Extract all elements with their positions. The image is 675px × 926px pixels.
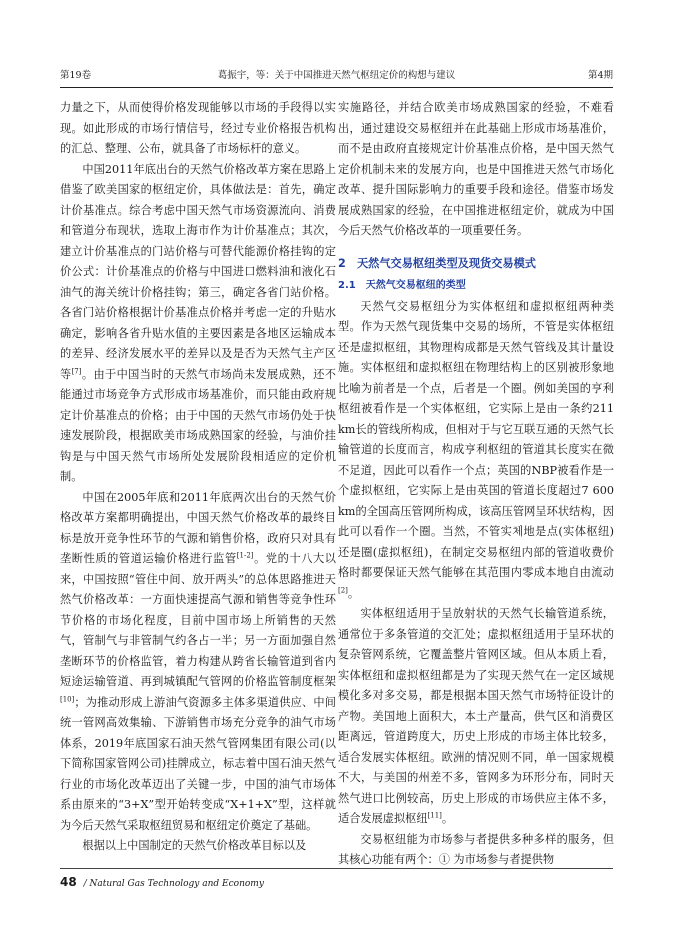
paragraph: 实施路径，并结合欧美市场成熟国家的经验，不难看出，通过建设交易枢纽并在此基础上形成市场基准价，而不是由政府直接规定计价基准点价格，是中国天然气定价机制未来的发展方向，也是中国推进天然气市场化改革、提升国际影响力的重要手段和途径。借鉴市场发展成熟国家的经验，在中国推进枢纽定价，就成为中国今后天然气价格改革的一项重要任务。 [338,101,614,237]
citation: [10] [60,694,75,703]
volume-label: 第19卷 [60,70,92,81]
page-header [60,66,613,86]
running-title: 葛振宇，等：关于中国推进天然气枢纽定价的构想与建议 [217,70,456,81]
header-divider [60,87,613,88]
citation: [7] [71,366,82,375]
paragraph: 中国2011年底出台的天然气价格改革方案在思路上借鉴了欧美国家的枢纽定价，具体做法是：首先，确定计价基准点。综合考虑中国天然气市场资源流向、消费和管道分布现状，选取上海市作为计价基准点；其次，建立计价基准点的门站价格与可替代能源价格挂钩的定价公式：计价基准点的价格与中国进口燃料油和液化石油气的海关统计价格挂钩；第三，确定各省门站价格。各省门站价格根据计价基准点价格并考虑一定的升贴水确定，影响各省升贴水值的主要因素是各地区运输成本的差异、经济发展水平的差异以及是否为天然气主产区等[7]。由于中国当时的天然气市场尚未发展成熟，还不能通过市场竞争方式形成市场基准价，而只能由政府规定计价基准点的价格；由于中国的天然气市场仍处于快速发展阶段，根据欧美市场成熟国家的经验，与油价挂钩是与中国天然气市场所处发展阶段相适应的定价机制。 [60,162,336,483]
citation: [11] [427,811,442,820]
subsection-heading: 2.1 天然气交易枢纽的类型 [338,280,466,291]
journal-name: / Natural Gas Technology and Economy [83,879,264,889]
page-number: 48 [60,875,77,889]
left-column [60,98,336,857]
page-footer [60,872,264,892]
paragraph: 天然气交易枢纽分为实体枢纽和虚拟枢纽两种类型。作为天然气现货集中交易的场所，不管是实体枢纽还是虚拟枢纽，其物理构成都是天然气管线及其计量设施。实体枢纽和虚拟枢纽在物理结构上的区别被形象地比喻为前者是一个点，后者是一个圈。例如美国的亨利枢纽被看作是一个实体枢纽，它实际上是由一条约211 km长的管线所构成，但相对于与它互联互通的天然气长输管道的长度而言，构成亨利枢纽的管道其长度实在微不足道，因此可以看作一个点；英国的NBP被看作是一个虚拟枢纽，它实际上是由英国的管道长度超过7 600 km的全国高压管网所构成，该高压管网呈环状结构，因此可以看作一个圈。当然，不管实체地是点(实体枢纽)还是圈(虚拟枢纽)，在制定交易枢纽内部的管道收费价格时都要保证天然气能够在其范围内零成本地自由流动[2]。 [338,299,614,600]
right-column [338,98,614,871]
citation: [2] [338,585,348,594]
issue-label: 第4期 [587,70,613,81]
paragraph: 根据以上中国制定的天然气价格改革目标以及 [82,839,307,852]
footer-divider [60,868,613,869]
paragraph: 交易枢纽能为市场参与者提供多种多样的服务，但其核心功能有两个：① 为市场参与者提供物 [338,832,614,866]
section-heading: 2 天然气交易枢纽类型及现货交易模式 [338,256,536,270]
paragraph: 实体枢纽适用于呈放射状的天然气长输管道系统，通常位于多条管道的交汇处；虚拟枢纽适用于呈环状的复杂管网系统，它覆盖整片管网区域。但从本质上看，实体枢纽和虚拟枢纽都是为了实现天然气在一定区域规模化多对多交易，都是根据本国天然气市场特征设计的产物。美国地上面积大，本土产量高，供气区和消费区距离远，管道跨度大，历史上形成的市场主体比较多，适合发展实体枢纽。欧洲的情况则不同，单一国家规模不大，与美国的州差不多，管网多为环形分布，同时天然气进口比例较高，历史上形成的市场供应主体不多，适合发展虚拟枢纽[11]。 [338,607,614,825]
paragraph: 中国在2005年底和2011年底两次出台的天然气价格改革方案都明确提出，中国天然气价格改革的最终目标是放开竞争性环节的气源和销售价格，政府只对具有垄断性质的管道运输价格进行监管[1-2]。党的十八大以来，中国按照“管住中间、放开两头”的总体思路推进天然气价格改革：一方面快速提高气源和销售等竞争性环节价格的市场化程度，目前中国市场上所销售的天然气，管制气与非管制气约各占一半；另一方面加强自然垄断环节的价格监管，着力构建从跨省长输管道到省内短途运输管道、再到城镇配气管网的价格监管制度框架[10]；为推动形成上游油气资源多主体多渠道供应、中间统一管网高效集输、下游销售市场充分竞争的油气市场体系，2019年底国家石油天然气管网集团有限公司(以下简称国家管网公司)挂牌成立，标志着中国石油天然气行业的市场化改革迈出了关键一步，中国的油气市场体系由原来的“3+X”型开始转变成“X+1+X”型，这样就为今后天然气采取枢纽贸易和枢纽定价奠定了基础。 [60,490,336,832]
paragraph: 力量之下，从而使得价格发现能够以市场的手段得以实现。如此形成的市场行情信号，经过专业价格报告机构的汇总、整理、公布，就具备了市场标杆的意义。 [60,101,336,155]
citation: [1-2] [236,551,254,560]
